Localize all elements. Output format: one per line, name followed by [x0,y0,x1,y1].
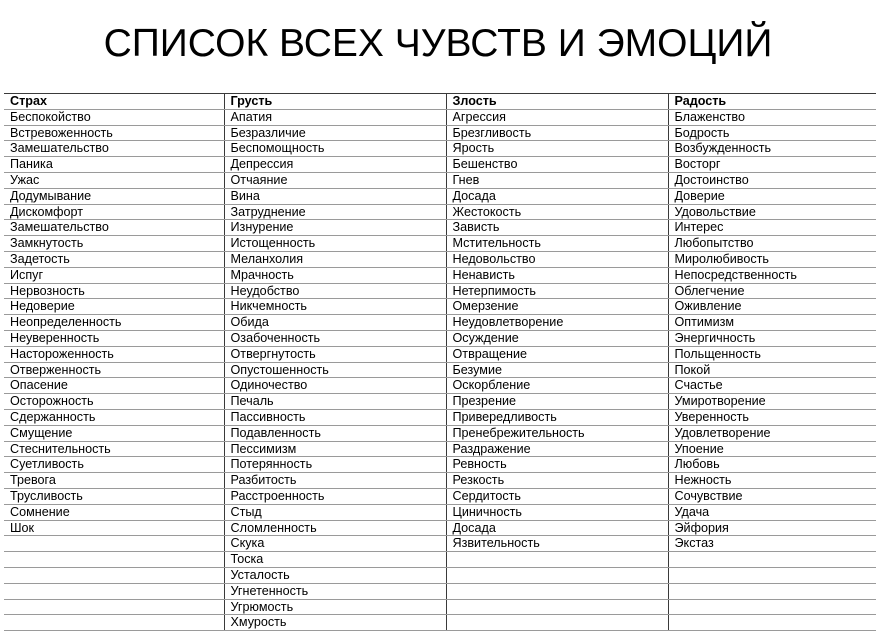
cell-fear: Неопределенность [4,315,224,331]
table-row [4,425,876,441]
table-row [4,409,876,425]
cell-fear: Беспокойство [4,109,224,125]
cell-anger: Ревность [446,457,668,473]
cell-fear: Настороженность [4,346,224,362]
cell-anger: Презрение [446,394,668,410]
cell-fear: Сомнение [4,504,224,520]
cell-sadness: Пассивность [224,409,446,425]
table-row [4,157,876,173]
cell-fear: Дискомфорт [4,204,224,220]
cell-sadness: Угнетенность [224,583,446,599]
cell-fear: Паника [4,157,224,173]
table-row [4,536,876,552]
cell-sadness: Отвергнутость [224,346,446,362]
table-row [4,504,876,520]
cell-anger: Безумие [446,362,668,378]
table-row [4,299,876,315]
table-row [4,267,876,283]
cell-joy: Уверенность [668,409,876,425]
table-row [4,567,876,583]
cell-joy: Энергичность [668,330,876,346]
cell-anger: Брезгливость [446,125,668,141]
cell-sadness: Угрюмость [224,599,446,615]
cell-anger: Неудовлетворение [446,315,668,331]
cell-sadness: Неудобство [224,283,446,299]
cell-fear: Неуверенность [4,330,224,346]
header-row [4,94,876,110]
cell-sadness: Подавленность [224,425,446,441]
cell-joy: Эйфория [668,520,876,536]
table-row [4,441,876,457]
cell-anger [446,567,668,583]
cell-joy: Доверие [668,188,876,204]
cell-joy: Восторг [668,157,876,173]
table-row [4,315,876,331]
table-row [4,172,876,188]
table-row [4,394,876,410]
cell-fear: Додумывание [4,188,224,204]
cell-anger [446,552,668,568]
table-row [4,204,876,220]
cell-anger: Ярость [446,141,668,157]
cell-fear [4,567,224,583]
cell-joy [668,567,876,583]
cell-joy: Достоинство [668,172,876,188]
cell-fear: Замешательство [4,141,224,157]
cell-joy: Любопытство [668,236,876,252]
table-row [4,362,876,378]
cell-fear: Ужас [4,172,224,188]
cell-fear: Смущение [4,425,224,441]
cell-joy [668,615,876,631]
cell-fear: Замкнутость [4,236,224,252]
cell-anger: Мстительность [446,236,668,252]
cell-joy [668,599,876,615]
cell-joy: Непосредственность [668,267,876,283]
table-body [4,109,876,630]
cell-anger: Досада [446,520,668,536]
table-row [4,583,876,599]
cell-joy: Нежность [668,473,876,489]
cell-fear: Стеснительность [4,441,224,457]
cell-fear: Опасение [4,378,224,394]
cell-fear: Недоверие [4,299,224,315]
cell-sadness: Отчаяние [224,172,446,188]
cell-fear: Замешательство [4,220,224,236]
table-row [4,615,876,631]
page-title: СПИСОК ВСЕХ ЧУВСТВ И ЭМОЦИЙ [103,22,773,65]
cell-sadness: Печаль [224,394,446,410]
cell-anger: Агрессия [446,109,668,125]
cell-joy: Блаженство [668,109,876,125]
cell-fear: Суетливость [4,457,224,473]
cell-sadness: Мрачность [224,267,446,283]
cell-fear: Трусливость [4,488,224,504]
cell-anger: Зависть [446,220,668,236]
cell-joy: Облегчение [668,283,876,299]
cell-joy: Экстаз [668,536,876,552]
table-row [4,251,876,267]
cell-anger [446,599,668,615]
cell-joy: Миролюбивость [668,251,876,267]
cell-joy: Сочувствие [668,488,876,504]
table-row [4,457,876,473]
cell-fear: Задетость [4,251,224,267]
cell-joy: Любовь [668,457,876,473]
cell-fear: Сдержанность [4,409,224,425]
column-header-fear: Страх [4,94,224,110]
cell-fear: Тревога [4,473,224,489]
cell-sadness: Никчемность [224,299,446,315]
cell-sadness: Одиночество [224,378,446,394]
cell-anger: Гнев [446,172,668,188]
cell-anger: Досада [446,188,668,204]
table-row [4,141,876,157]
cell-anger: Пренебрежительность [446,425,668,441]
cell-anger: Язвительность [446,536,668,552]
cell-fear: Нервозность [4,283,224,299]
cell-sadness: Обида [224,315,446,331]
cell-sadness: Стыд [224,504,446,520]
table-row [4,188,876,204]
cell-anger: Омерзение [446,299,668,315]
cell-sadness: Расстроенность [224,488,446,504]
table-row [4,552,876,568]
cell-joy: Удовлетворение [668,425,876,441]
cell-sadness: Сломленность [224,520,446,536]
cell-anger: Осуждение [446,330,668,346]
cell-fear [4,615,224,631]
cell-fear: Встревоженность [4,125,224,141]
cell-joy: Интерес [668,220,876,236]
cell-sadness: Потерянность [224,457,446,473]
cell-anger: Нетерпимость [446,283,668,299]
cell-fear [4,599,224,615]
cell-sadness: Затруднение [224,204,446,220]
cell-anger: Резкость [446,473,668,489]
cell-anger: Раздражение [446,441,668,457]
cell-joy: Удовольствие [668,204,876,220]
cell-joy: Оптимизм [668,315,876,331]
cell-sadness: Тоска [224,552,446,568]
table-row [4,378,876,394]
table-row [4,125,876,141]
cell-anger: Оскорбление [446,378,668,394]
cell-joy: Польщенность [668,346,876,362]
table-row [4,520,876,536]
cell-sadness: Озабоченность [224,330,446,346]
cell-fear [4,552,224,568]
cell-sadness: Разбитость [224,473,446,489]
table-row [4,220,876,236]
cell-sadness: Хмурость [224,615,446,631]
cell-joy: Бодрость [668,125,876,141]
cell-anger: Привередливость [446,409,668,425]
table-row [4,283,876,299]
cell-fear [4,583,224,599]
cell-sadness: Депрессия [224,157,446,173]
cell-joy: Удача [668,504,876,520]
cell-sadness: Опустошенность [224,362,446,378]
cell-sadness: Скука [224,536,446,552]
cell-anger: Ненависть [446,267,668,283]
cell-joy [668,552,876,568]
table-row [4,473,876,489]
cell-sadness: Вина [224,188,446,204]
cell-sadness: Пессимизм [224,441,446,457]
cell-fear [4,536,224,552]
column-header-sadness: Грусть [224,94,446,110]
table-row [4,488,876,504]
table-row [4,236,876,252]
table-row [4,599,876,615]
cell-sadness: Беспомощность [224,141,446,157]
cell-joy: Счастье [668,378,876,394]
cell-sadness: Апатия [224,109,446,125]
cell-anger: Недовольство [446,251,668,267]
cell-sadness: Безразличие [224,125,446,141]
table-row [4,109,876,125]
cell-joy: Возбужденность [668,141,876,157]
table-row [4,346,876,362]
cell-sadness: Изнурение [224,220,446,236]
cell-fear: Осторожность [4,394,224,410]
table-row [4,330,876,346]
cell-anger: Жестокость [446,204,668,220]
cell-sadness: Меланхолия [224,251,446,267]
cell-joy: Покой [668,362,876,378]
cell-joy: Умиротворение [668,394,876,410]
cell-sadness: Усталость [224,567,446,583]
cell-anger: Циничность [446,504,668,520]
cell-anger: Отвращение [446,346,668,362]
emotions-table [4,93,876,631]
cell-joy: Оживление [668,299,876,315]
column-header-joy: Радость [668,94,876,110]
cell-joy: Упоение [668,441,876,457]
cell-anger [446,615,668,631]
cell-anger [446,583,668,599]
cell-joy [668,583,876,599]
cell-sadness: Истощенность [224,236,446,252]
cell-anger: Сердитость [446,488,668,504]
cell-fear: Испуг [4,267,224,283]
cell-fear: Шок [4,520,224,536]
cell-anger: Бешенство [446,157,668,173]
cell-fear: Отверженность [4,362,224,378]
column-header-anger: Злость [446,94,668,110]
